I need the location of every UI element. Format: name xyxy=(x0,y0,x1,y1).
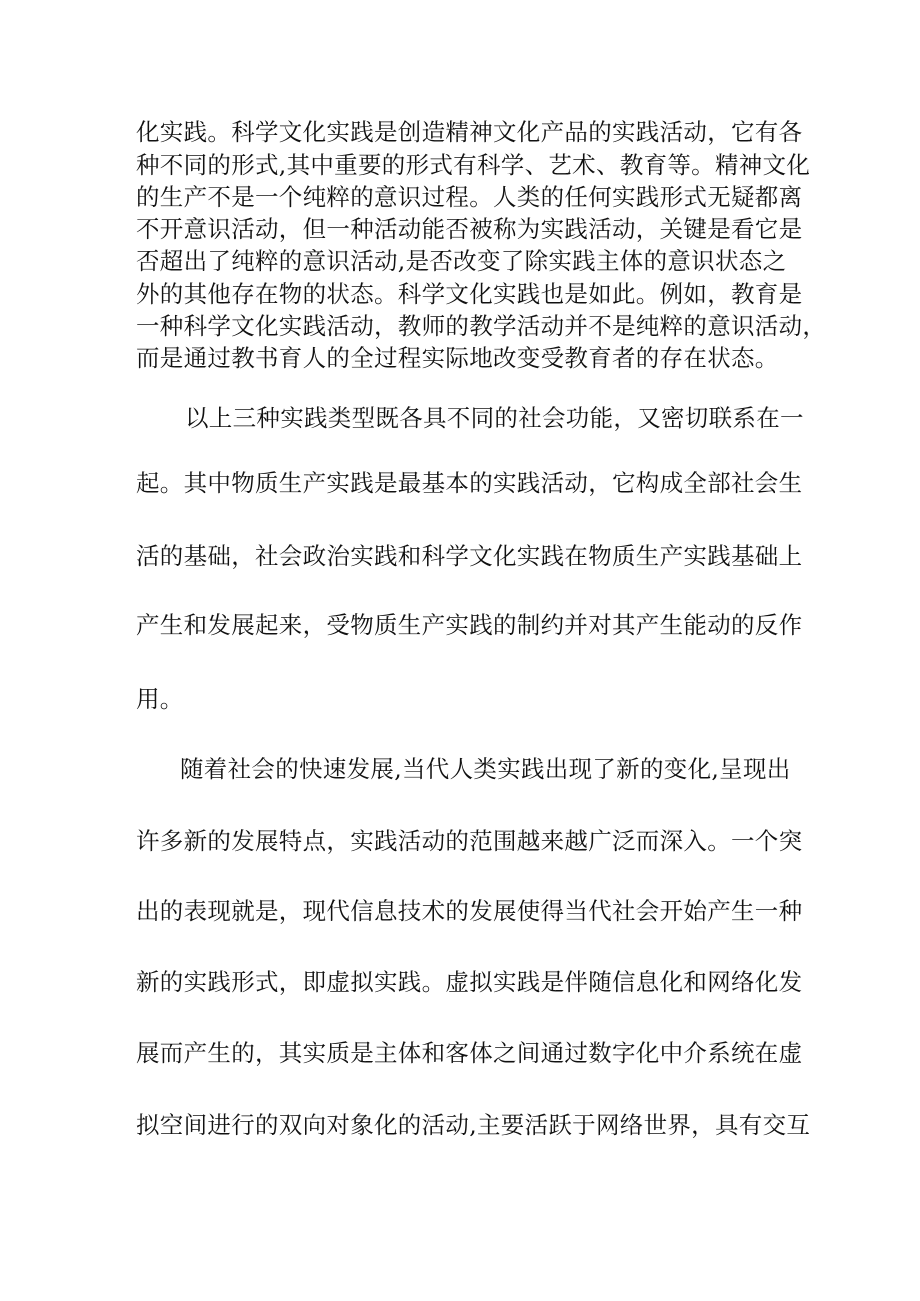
paragraph-line: 新的实践形式，即虚拟实践。虚拟实践是伴随信息化和网络化发 xyxy=(136,968,803,996)
paragraph-line: 用。 xyxy=(136,685,184,713)
paragraph-line: 外的其他存在物的状态。科学文化实践也是如此。例如，教育是 xyxy=(136,280,803,308)
paragraph-line: 否超出了纯粹的意识活动,是否改变了除实践主体的意识状态之 xyxy=(136,247,787,275)
paragraph-line: 化实践。科学文化实践是创造精神文化产品的实践活动，它有各 xyxy=(136,118,803,146)
paragraph-line: 种不同的形式,其中重要的形式有科学、艺术、教育等。精神文化 xyxy=(136,151,811,179)
paragraph-line: 而是通过教书育人的全过程实际地改变受教育者的存在状态。 xyxy=(136,344,779,372)
paragraph-line: 随着社会的快速发展,当代人类实践出现了新的变化,呈现出 xyxy=(180,755,791,783)
paragraph-line: 展而产生的，其实质是主体和客体之间通过数字化中介系统在虚 xyxy=(136,1039,803,1067)
paragraph-line: 起。其中物质生产实践是最基本的实践活动，它构成全部社会生 xyxy=(136,469,803,497)
paragraph-line: 以上三种实践类型既各具不同的社会功能，又密切联系在一 xyxy=(185,404,804,432)
paragraph-line: 一种科学文化实践活动，教师的教学活动并不是纯粹的意识活动， xyxy=(136,312,827,340)
paragraph-line: 拟空间进行的双向对象化的活动,主要活跃于网络世界，具有交互 xyxy=(136,1111,811,1139)
paragraph-line: 许多新的发展特点，实践活动的范围越来越广泛而深入。一个突 xyxy=(136,827,803,855)
paragraph-line: 不开意识活动，但一种活动能否被称为实践活动，关键是看它是 xyxy=(136,215,803,243)
paragraph-line: 的生产不是一个纯粹的意识过程。人类的任何实践形式无疑都离 xyxy=(136,183,803,211)
paragraph-line: 出的表现就是，现代信息技术的发展使得当代社会开始产生一种 xyxy=(136,897,803,925)
paragraph-line: 产生和发展起来，受物质生产实践的制约并对其产生能动的反作 xyxy=(136,611,803,639)
paragraph-line: 活的基础，社会政治实践和科学文化实践在物质生产实践基础上 xyxy=(136,542,803,570)
